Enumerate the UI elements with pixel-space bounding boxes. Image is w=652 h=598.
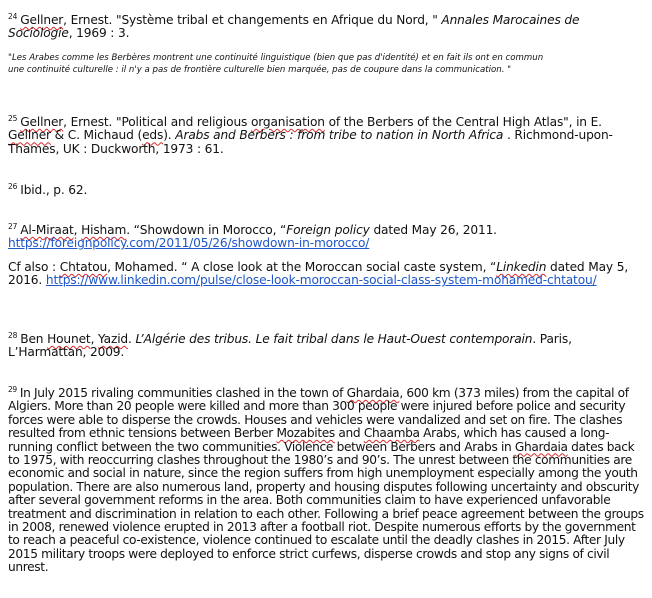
- misspelled-word: Hisham: [81, 223, 127, 237]
- footnote-29: [8, 383, 644, 575]
- citation-text: ,: [90, 332, 99, 346]
- citation-tail: . Richmond-upon-Thames, UK : Duckworth, 1973 : 61.: [8, 128, 613, 156]
- misspelled-word: Gellner: [20, 115, 64, 129]
- footnote-25: [8, 112, 638, 156]
- footnote-number: 24: [8, 12, 18, 21]
- footnote-26: [8, 180, 638, 197]
- citation-text: , Mohamed. “ A close look at the Moroccan social caste system, “: [107, 260, 497, 274]
- citation-text: Cf also :: [8, 260, 60, 274]
- body-text: Arabs, which has caused a long-running conflict between the two communities. Violence between Berbers and Arabs in: [8, 426, 610, 454]
- body-text: In July 2015 rivaling communities clashed in the town of: [19, 386, 347, 400]
- footnote-number: 25: [8, 114, 18, 123]
- citation-text: . “Showdown in Morocco, “: [126, 223, 287, 237]
- linkedin-link[interactable]: https://www.linkedin.com/pulse/close-look-moroccan-social-class-system-mohamed-chtatou/: [45, 273, 597, 288]
- book-title: Arabs and Berbers : from tribe to nation in North Africa: [175, 128, 504, 143]
- misspelled-word: Mozabites: [276, 426, 335, 441]
- footnote-number: 26: [8, 182, 18, 191]
- citation-text: , Ernest. "Political and religious: [63, 115, 251, 129]
- footnote-24-quote: "Les Arabes comme les Berbères montrent une continuité linguistique (bien que pas d'identité) et en fait ils ont en commun une continuité culturelle : il n'y a pas de frontière culturelle bien marquée, pas de coupure dans la communication. ": [8, 53, 544, 75]
- misspelled-word: Hounet: [47, 332, 91, 346]
- footnote-number: 29: [8, 385, 17, 394]
- journal-title: Linkedin: [496, 260, 547, 274]
- citation-tail: . Paris, L’Harmattan, 2009.: [8, 332, 572, 360]
- citation-text: .: [128, 332, 136, 346]
- misspelled-word: Ghardaia: [514, 439, 568, 454]
- misspelled-word: organisation: [250, 115, 325, 129]
- journal-title: Annales Marocaines de Sociologie: [8, 13, 580, 41]
- citation-text: ).: [163, 128, 176, 143]
- body-text: , 600 km (373 miles) from the capital of Algiers. More than 20 people were killed and more than 300 people were injured before police and security forces were able to disperse the crowds. Houses and vehicles were vandalized and set on fire. The clashes resulted from ethnic tensions between Berber: [8, 386, 629, 441]
- foreignpolicy-link[interactable]: https://foreignpolicy.com/2011/05/26/showdown-in-morocco/: [8, 236, 370, 251]
- footnote-24: [8, 10, 638, 41]
- citation-text: Ibid., p. 62.: [20, 183, 88, 197]
- book-title: L’Algérie des tribus. Le fait tribal dans le Haut-Ouest contemporain: [135, 332, 533, 346]
- journal-title: Foreign policy: [286, 223, 370, 237]
- cf-also-note: [8, 261, 638, 288]
- body-text: dates back to 1975, with reoccurring clashes throughout the 1980’s and 90’s. The unrest between the communities are economic and social in nature, since the region suffers from high unemployment especially among the youth population. There are also numerous land, property and housing disputes following uncertainty and obscurity after several government reforms in the area. Both communities claim to have experienced unfavorable treatment and discrimination in relation to each other. Following a brief peace agreement between the groups in 2008, renewed violence erupted in 2013 after a football riot. Despite numerous efforts by the government to reach a peaceful co-existence, violence continued to escalate until the deadly clashes in 2015. After July 2015 military troops were deployed to enforce strict curfews, disperse crowds and stop any signs of civil unrest.: [8, 439, 644, 575]
- footnote-27: [8, 220, 638, 251]
- misspelled-word: Chaamba: [363, 426, 420, 441]
- body-text: and: [334, 426, 364, 441]
- citation-tail: , 1969 : 3.: [68, 26, 130, 41]
- citation-text: Ben: [20, 332, 48, 346]
- misspelled-word: Al-Miraat: [20, 223, 74, 237]
- misspelled-word: Chtatou: [59, 260, 108, 274]
- footnote-28: [8, 329, 638, 360]
- misspelled-word: Ghardaia: [346, 386, 400, 400]
- citation-text: dated May 26, 2011.: [369, 223, 497, 237]
- citation-text: of the Berbers of the Central High Atlas", in E.: [324, 115, 602, 129]
- citation-text: & C. Michaud (: [50, 128, 143, 143]
- footnote-number: 27: [8, 222, 18, 231]
- misspelled-word: Gellner: [8, 128, 51, 143]
- citation-text: , Ernest. "Système tribal et changements en Afrique du Nord, ": [63, 13, 442, 27]
- footnote-number: 28: [8, 331, 18, 340]
- citation-text: ,: [73, 223, 82, 237]
- misspelled-word: Gellner: [20, 13, 64, 27]
- misspelled-word: Yazid: [98, 332, 129, 346]
- misspelled-word: eds: [142, 128, 164, 143]
- citation-text: dated May 5, 2016.: [8, 260, 629, 288]
